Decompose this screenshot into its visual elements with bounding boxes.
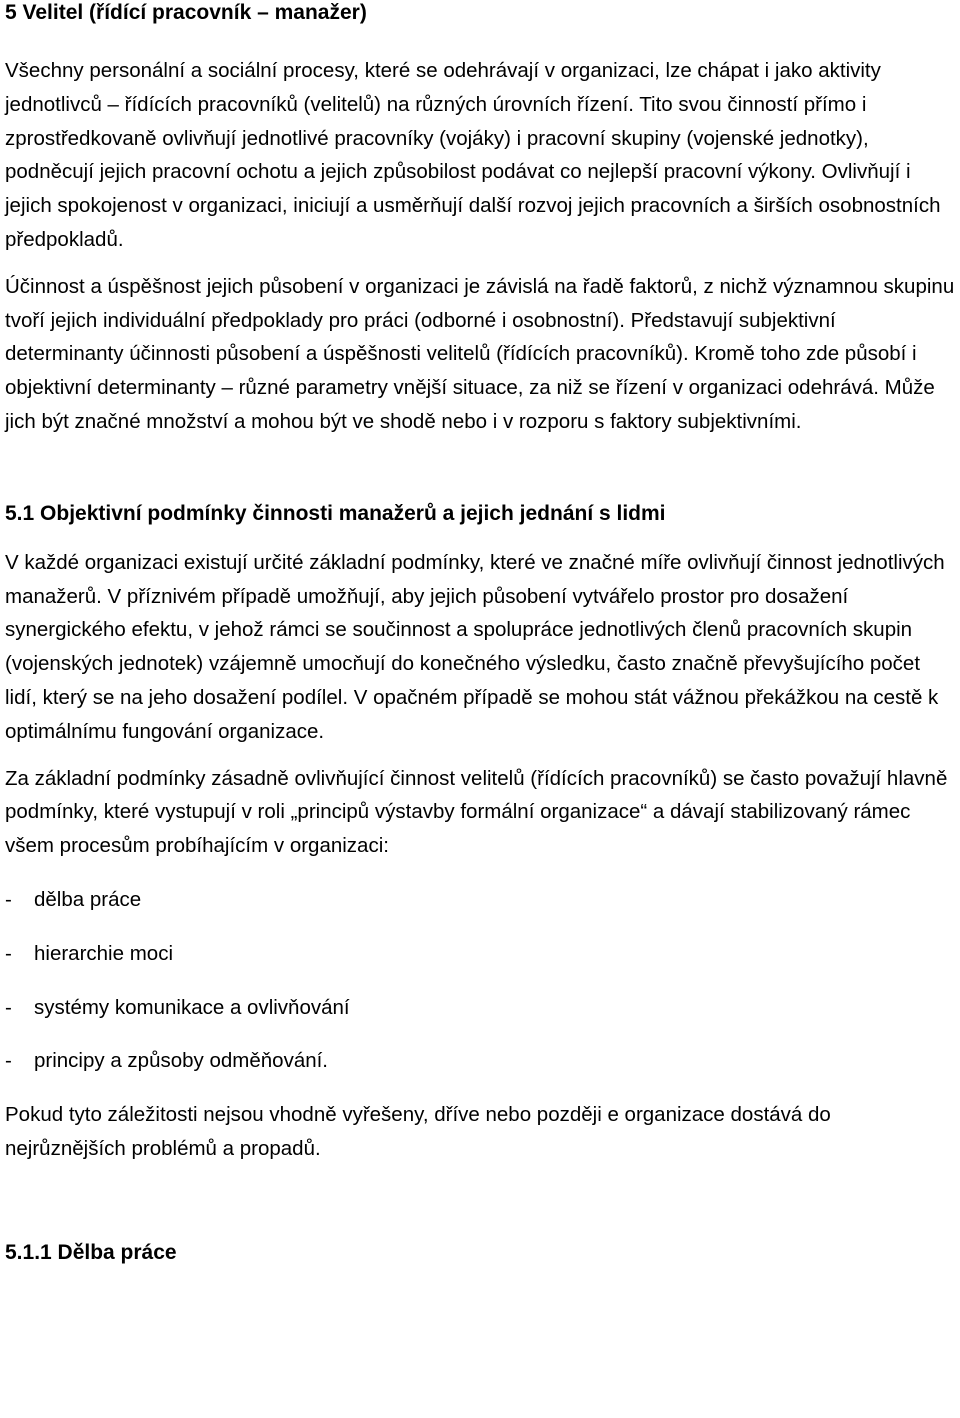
list-item-text: hierarchie moci (34, 941, 173, 965)
list-item (5, 883, 957, 917)
paragraph-intro: Všechny personální a sociální procesy, které se odehrávají v organizaci, lze chápat i jako aktivity jednotlivců – řídících pracovníků (velitelů) na různých úrovních řízení. Tito svou činností přímo i zprostředkovaně ovlivňují jednotlivé pracovníky (vojáky) i pracovní skupiny (vojenské jednotky), podněcují jejich pracovní ochotu a jejich způsobilost podávat co nejlepší pracovní výkony. Ovlivňují i jejich spokojenost v organizaci, iniciují a usměrňují další rozvoj jejich pracovních a širších osobnostních předpokladů. (5, 59, 941, 251)
paragraph-conditions: V každé organizaci existují určité základní podmínky, které ve značné míře ovlivňují činnost jednotlivých manažerů. V příznivém případě umožňují, aby jejich působení vytvářelo prostor pro dosažení synergického efektu, v jehož rámci se součinnost a spolupráce jednotlivých členů pracovních skupin (vojenských jednotek) vzájemně umocňují do konečného výsledku, často značně převyšujícího počet lidí, který se na jeho dosažení podílel. V opačném případě se mohou stát vážnou překážkou na cestě k optimálnímu fungování organizace. (5, 550, 945, 743)
subsubsection-heading: 5.1.1 Dělba práce (5, 1240, 177, 1264)
paragraph-determinants: Účinnost a úspěšnost jejich působení v organizaci je závislá na řadě faktorů, z nichž významnou skupinu tvoří jejich individuální předpoklady pro práci (odborné i osobnostní). Představují subjektivní determinanty účinnosti působení a úspěšnosti velitelů (řídících pracovníků). Kromě toho zde působí i objektivní determinanty – různé parametry vnější situace, za niž se řízení v organizaci odehrává. Může jich být značné množství a mohou být ve shodě nebo i v rozporu s faktory subjektivními. (5, 274, 955, 433)
list-marker: - (5, 887, 12, 911)
list-item-text: systémy komunikace a ovlivňování (34, 995, 350, 1019)
subsection-heading: 5.1 Objektivní podmínky činnosti manažerů a jejich jednání s lidmi (5, 501, 666, 525)
list-marker: - (5, 995, 12, 1019)
document-page (5, 0, 957, 1265)
list-item (5, 937, 957, 971)
section-heading: 5 Velitel (řídící pracovník – manažer) (5, 1, 367, 24)
list-marker: - (5, 1049, 12, 1073)
list-marker: - (5, 941, 12, 965)
list-item-text: principy a způsoby odměňování. (34, 1049, 329, 1073)
paragraph-principles: Za základní podmínky zásadně ovlivňující činnost velitelů (řídících pracovníků) se často považují hlavně podmínky, které vystupují v roli „principů výstavby formální organizace“ a dávají stabilizovaný rámec všem procesům probíhajícím v organizaci: (5, 766, 948, 858)
paragraph-closing: Pokud tyto záležitosti nejsou vhodně vyřešeny, dříve nebo později e organizace dostává do nejrůznějších problémů a propadů. (5, 1103, 831, 1160)
list-item (5, 991, 957, 1025)
list-item-text: dělba práce (34, 887, 142, 911)
list-item (5, 1044, 957, 1078)
